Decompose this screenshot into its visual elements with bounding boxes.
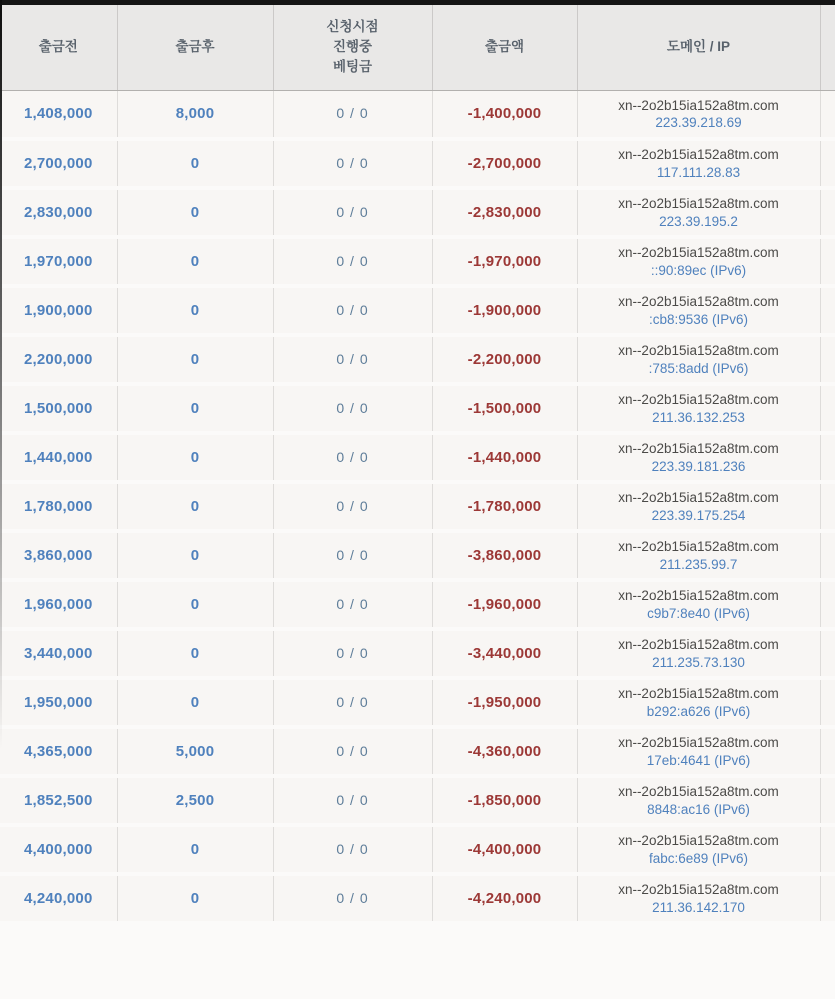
pending-betting-value: 0 / 0 — [336, 104, 369, 121]
withdrawal-amount-value: -4,400,000 — [467, 840, 542, 858]
cell-withdrawal-amount — [432, 825, 577, 874]
cell-before-withdrawal — [0, 237, 117, 286]
after-withdrawal-value: 0 — [190, 497, 200, 515]
ip-text: 211.36.132.253 — [652, 409, 745, 425]
after-withdrawal-value: 0 — [190, 448, 200, 466]
header-domain-ip — [577, 5, 820, 90]
ip-text: 211.235.73.130 — [652, 654, 745, 670]
cell-after-withdrawal — [117, 139, 273, 188]
before-withdrawal-value: 1,950,000 — [23, 693, 93, 711]
withdrawal-amount-value: -1,900,000 — [467, 301, 542, 319]
cell-withdrawal-amount — [432, 433, 577, 482]
header-after-withdrawal-label: 출금후 — [175, 39, 215, 55]
cell-pending-betting — [273, 139, 432, 188]
cell-after-withdrawal — [117, 482, 273, 531]
domain-text: xn--2o2b15ia152a8tm.com — [618, 686, 779, 702]
withdrawal-amount-value: -1,780,000 — [467, 497, 542, 515]
cell-before-withdrawal — [0, 384, 117, 433]
cell-pending-betting — [273, 825, 432, 874]
cell-before-withdrawal — [0, 90, 117, 139]
cell-pending-betting — [273, 580, 432, 629]
cell-extra-clipped — [820, 727, 835, 776]
header-pending-betting — [273, 5, 432, 90]
cell-domain-ip — [577, 188, 820, 237]
header-pending-betting-line3: 베팅금 — [332, 59, 373, 75]
withdrawal-amount-value: -1,440,000 — [467, 448, 542, 466]
cell-domain-ip — [577, 531, 820, 580]
after-withdrawal-value: 0 — [190, 595, 200, 613]
table-header — [0, 5, 835, 90]
ip-text: 223.39.218.69 — [655, 115, 742, 131]
cell-extra-clipped — [820, 90, 835, 139]
cell-domain-ip — [577, 874, 820, 923]
cell-before-withdrawal — [0, 580, 117, 629]
withdrawal-amount-value: -2,200,000 — [467, 350, 542, 368]
table-row — [0, 482, 835, 531]
domain-text: xn--2o2b15ia152a8tm.com — [618, 343, 779, 359]
pending-betting-value: 0 / 0 — [336, 301, 369, 318]
cell-pending-betting — [273, 776, 432, 825]
cell-before-withdrawal — [0, 776, 117, 825]
table-row — [0, 678, 835, 727]
cell-before-withdrawal — [0, 482, 117, 531]
after-withdrawal-value: 0 — [190, 301, 200, 319]
table-row — [0, 825, 835, 874]
before-withdrawal-value: 4,400,000 — [23, 840, 93, 858]
cell-before-withdrawal — [0, 825, 117, 874]
cell-pending-betting — [273, 188, 432, 237]
before-withdrawal-value: 1,408,000 — [23, 104, 93, 122]
domain-text: xn--2o2b15ia152a8tm.com — [618, 637, 779, 653]
table-row — [0, 139, 835, 188]
cell-domain-ip — [577, 335, 820, 384]
cell-extra-clipped — [820, 874, 835, 923]
cell-extra-clipped — [820, 678, 835, 727]
withdrawal-amount-value: -2,830,000 — [467, 203, 542, 221]
domain-text: xn--2o2b15ia152a8tm.com — [618, 833, 779, 849]
header-pending-betting-line2: 진행중 — [332, 39, 373, 55]
cell-before-withdrawal — [0, 188, 117, 237]
cell-after-withdrawal — [117, 286, 273, 335]
pending-betting-value: 0 / 0 — [336, 595, 369, 612]
after-withdrawal-value: 0 — [190, 840, 200, 858]
pending-betting-value: 0 / 0 — [336, 791, 369, 808]
cell-withdrawal-amount — [432, 531, 577, 580]
table-row — [0, 727, 835, 776]
cell-pending-betting — [273, 433, 432, 482]
ip-text: :cb8:9536 (IPv6) — [648, 311, 749, 327]
pending-betting-value: 0 / 0 — [336, 252, 369, 269]
cell-after-withdrawal — [117, 237, 273, 286]
pending-betting-value: 0 / 0 — [336, 399, 369, 416]
cell-after-withdrawal — [117, 433, 273, 482]
ip-text: :785:8add (IPv6) — [648, 360, 749, 376]
cell-domain-ip — [577, 139, 820, 188]
before-withdrawal-value: 1,960,000 — [23, 595, 93, 613]
pending-betting-value: 0 / 0 — [336, 742, 369, 759]
before-withdrawal-value: 1,852,500 — [23, 791, 93, 809]
after-withdrawal-value: 0 — [190, 546, 200, 564]
header-pending-betting-line1: 신청시점 — [326, 18, 379, 34]
cell-extra-clipped — [820, 188, 835, 237]
cell-after-withdrawal — [117, 335, 273, 384]
cell-withdrawal-amount — [432, 629, 577, 678]
domain-text: xn--2o2b15ia152a8tm.com — [618, 539, 779, 555]
header-before-withdrawal — [0, 5, 117, 90]
table-row — [0, 188, 835, 237]
after-withdrawal-value: 0 — [190, 203, 200, 221]
cell-extra-clipped — [820, 531, 835, 580]
cell-pending-betting — [273, 678, 432, 727]
cell-withdrawal-amount — [432, 776, 577, 825]
withdrawal-amount-value: -1,970,000 — [467, 252, 542, 270]
domain-text: xn--2o2b15ia152a8tm.com — [618, 147, 779, 163]
before-withdrawal-value: 1,970,000 — [23, 252, 93, 270]
before-withdrawal-value: 2,700,000 — [23, 154, 93, 172]
ip-text: ::90:89ec (IPv6) — [650, 262, 747, 278]
cell-before-withdrawal — [0, 629, 117, 678]
pending-betting-value: 0 / 0 — [336, 644, 369, 661]
ip-text: 8848:ac16 (IPv6) — [647, 801, 750, 817]
pending-betting-value: 0 / 0 — [336, 448, 369, 465]
cell-domain-ip — [577, 727, 820, 776]
cell-withdrawal-amount — [432, 874, 577, 923]
cell-domain-ip — [577, 629, 820, 678]
cell-pending-betting — [273, 286, 432, 335]
cell-domain-ip — [577, 678, 820, 727]
pending-betting-value: 0 / 0 — [336, 693, 369, 710]
header-withdrawal-amount-label: 출금액 — [484, 39, 525, 55]
ip-text: 223.39.195.2 — [659, 213, 738, 229]
cell-withdrawal-amount — [432, 188, 577, 237]
cell-extra-clipped — [820, 139, 835, 188]
ip-text: fabc:6e89 (IPv6) — [648, 850, 749, 866]
header-extra-clipped — [820, 5, 835, 90]
cell-extra-clipped — [820, 629, 835, 678]
pending-betting-value: 0 / 0 — [336, 546, 369, 563]
cell-after-withdrawal — [117, 678, 273, 727]
cell-extra-clipped — [820, 776, 835, 825]
after-withdrawal-value: 0 — [190, 350, 200, 368]
cell-before-withdrawal — [0, 286, 117, 335]
cell-after-withdrawal — [117, 825, 273, 874]
header-after-withdrawal — [117, 5, 273, 90]
cell-extra-clipped — [820, 286, 835, 335]
domain-text: xn--2o2b15ia152a8tm.com — [618, 196, 779, 212]
cell-before-withdrawal — [0, 874, 117, 923]
cell-pending-betting — [273, 531, 432, 580]
domain-text: xn--2o2b15ia152a8tm.com — [618, 392, 779, 408]
before-withdrawal-value: 1,440,000 — [23, 448, 93, 466]
before-withdrawal-value: 3,440,000 — [23, 644, 93, 662]
pending-betting-value: 0 / 0 — [336, 203, 369, 220]
withdrawal-amount-value: -4,360,000 — [467, 742, 542, 760]
cell-domain-ip — [577, 482, 820, 531]
cell-pending-betting — [273, 874, 432, 923]
before-withdrawal-value: 4,240,000 — [23, 889, 93, 907]
cell-after-withdrawal — [117, 776, 273, 825]
cell-pending-betting — [273, 237, 432, 286]
ip-text: 211.235.99.7 — [659, 556, 738, 572]
pending-betting-value: 0 / 0 — [336, 350, 369, 367]
cell-withdrawal-amount — [432, 580, 577, 629]
ip-text: 223.39.175.254 — [651, 507, 746, 523]
table-row — [0, 335, 835, 384]
before-withdrawal-value: 4,365,000 — [23, 742, 93, 760]
cell-after-withdrawal — [117, 874, 273, 923]
cell-withdrawal-amount — [432, 727, 577, 776]
cell-domain-ip — [577, 90, 820, 139]
cell-pending-betting — [273, 629, 432, 678]
cell-domain-ip — [577, 825, 820, 874]
before-withdrawal-value: 1,500,000 — [23, 399, 93, 417]
domain-text: xn--2o2b15ia152a8tm.com — [618, 294, 779, 310]
cell-after-withdrawal — [117, 188, 273, 237]
cell-withdrawal-amount — [432, 139, 577, 188]
withdrawal-amount-value: -1,400,000 — [467, 104, 542, 122]
domain-text: xn--2o2b15ia152a8tm.com — [618, 490, 779, 506]
withdrawal-amount-value: -3,440,000 — [467, 644, 542, 662]
cell-after-withdrawal — [117, 629, 273, 678]
cell-before-withdrawal — [0, 139, 117, 188]
table-row — [0, 237, 835, 286]
domain-text: xn--2o2b15ia152a8tm.com — [618, 245, 779, 261]
after-withdrawal-value: 0 — [190, 644, 200, 662]
withdrawal-amount-value: -2,700,000 — [467, 154, 542, 172]
withdrawal-amount-value: -1,960,000 — [467, 595, 542, 613]
domain-text: xn--2o2b15ia152a8tm.com — [618, 784, 779, 800]
header-row — [0, 5, 835, 90]
before-withdrawal-value: 3,860,000 — [23, 546, 93, 564]
cell-withdrawal-amount — [432, 335, 577, 384]
cell-after-withdrawal — [117, 90, 273, 139]
withdrawal-amount-value: -3,860,000 — [467, 546, 542, 564]
cell-domain-ip — [577, 286, 820, 335]
ip-text: b292:a626 (IPv6) — [646, 703, 751, 719]
cell-pending-betting — [273, 384, 432, 433]
table-row — [0, 629, 835, 678]
pending-betting-value: 0 / 0 — [336, 154, 369, 171]
cell-withdrawal-amount — [432, 384, 577, 433]
cell-before-withdrawal — [0, 531, 117, 580]
table-row — [0, 384, 835, 433]
table-row — [0, 776, 835, 825]
cell-pending-betting — [273, 335, 432, 384]
cell-domain-ip — [577, 433, 820, 482]
cell-extra-clipped — [820, 335, 835, 384]
after-withdrawal-value: 0 — [190, 399, 200, 417]
table-row — [0, 874, 835, 923]
cell-extra-clipped — [820, 384, 835, 433]
withdrawal-amount-value: -1,500,000 — [467, 399, 542, 417]
before-withdrawal-value: 2,200,000 — [23, 350, 93, 368]
cell-extra-clipped — [820, 825, 835, 874]
header-withdrawal-amount — [432, 5, 577, 90]
cell-domain-ip — [577, 776, 820, 825]
cell-after-withdrawal — [117, 727, 273, 776]
cell-pending-betting — [273, 482, 432, 531]
cell-withdrawal-amount — [432, 286, 577, 335]
cell-pending-betting — [273, 727, 432, 776]
cell-withdrawal-amount — [432, 678, 577, 727]
table-row — [0, 90, 835, 139]
header-domain-ip-label: 도메인 / IP — [666, 39, 731, 55]
ip-text: 211.36.142.170 — [652, 899, 745, 915]
cell-withdrawal-amount — [432, 482, 577, 531]
cell-domain-ip — [577, 237, 820, 286]
cell-extra-clipped — [820, 482, 835, 531]
before-withdrawal-value: 1,900,000 — [23, 301, 93, 319]
cell-extra-clipped — [820, 433, 835, 482]
withdrawal-amount-value: -4,240,000 — [467, 889, 542, 907]
withdrawal-amount-value: -1,950,000 — [467, 693, 542, 711]
table-row — [0, 580, 835, 629]
cell-after-withdrawal — [117, 580, 273, 629]
pending-betting-value: 0 / 0 — [336, 840, 369, 857]
table-row — [0, 433, 835, 482]
withdrawal-amount-value: -1,850,000 — [467, 791, 542, 809]
table-body — [0, 90, 835, 923]
cell-withdrawal-amount — [432, 237, 577, 286]
ip-text: 223.39.181.236 — [651, 458, 746, 474]
withdrawal-table — [0, 5, 835, 925]
after-withdrawal-value: 5,000 — [175, 742, 215, 760]
cell-domain-ip — [577, 580, 820, 629]
pending-betting-value: 0 / 0 — [336, 889, 369, 906]
cell-extra-clipped — [820, 580, 835, 629]
domain-text: xn--2o2b15ia152a8tm.com — [618, 97, 779, 113]
ip-text: c9b7:8e40 (IPv6) — [647, 605, 750, 621]
cell-before-withdrawal — [0, 335, 117, 384]
header-before-withdrawal-label: 출금전 — [38, 39, 78, 55]
before-withdrawal-value: 2,830,000 — [23, 203, 93, 221]
pending-betting-value: 0 / 0 — [336, 497, 369, 514]
ip-text: 117.111.28.83 — [656, 164, 741, 180]
cell-before-withdrawal — [0, 727, 117, 776]
cell-before-withdrawal — [0, 433, 117, 482]
after-withdrawal-value: 0 — [190, 252, 200, 270]
after-withdrawal-value: 2,500 — [175, 791, 215, 809]
domain-text: xn--2o2b15ia152a8tm.com — [618, 588, 779, 604]
domain-text: xn--2o2b15ia152a8tm.com — [618, 735, 779, 751]
cell-pending-betting — [273, 90, 432, 139]
table-row — [0, 531, 835, 580]
domain-text: xn--2o2b15ia152a8tm.com — [618, 441, 779, 457]
cell-before-withdrawal — [0, 678, 117, 727]
cell-extra-clipped — [820, 237, 835, 286]
domain-text: xn--2o2b15ia152a8tm.com — [618, 882, 779, 898]
cell-after-withdrawal — [117, 384, 273, 433]
after-withdrawal-value: 0 — [190, 693, 200, 711]
before-withdrawal-value: 1,780,000 — [23, 497, 93, 515]
ip-text: 17eb:4641 (IPv6) — [646, 752, 751, 768]
after-withdrawal-value: 0 — [190, 889, 200, 907]
after-withdrawal-value: 0 — [190, 154, 200, 172]
cell-after-withdrawal — [117, 531, 273, 580]
cell-withdrawal-amount — [432, 90, 577, 139]
after-withdrawal-value: 8,000 — [175, 104, 215, 122]
cell-domain-ip — [577, 384, 820, 433]
table-row — [0, 286, 835, 335]
left-edge-strip — [0, 0, 2, 999]
